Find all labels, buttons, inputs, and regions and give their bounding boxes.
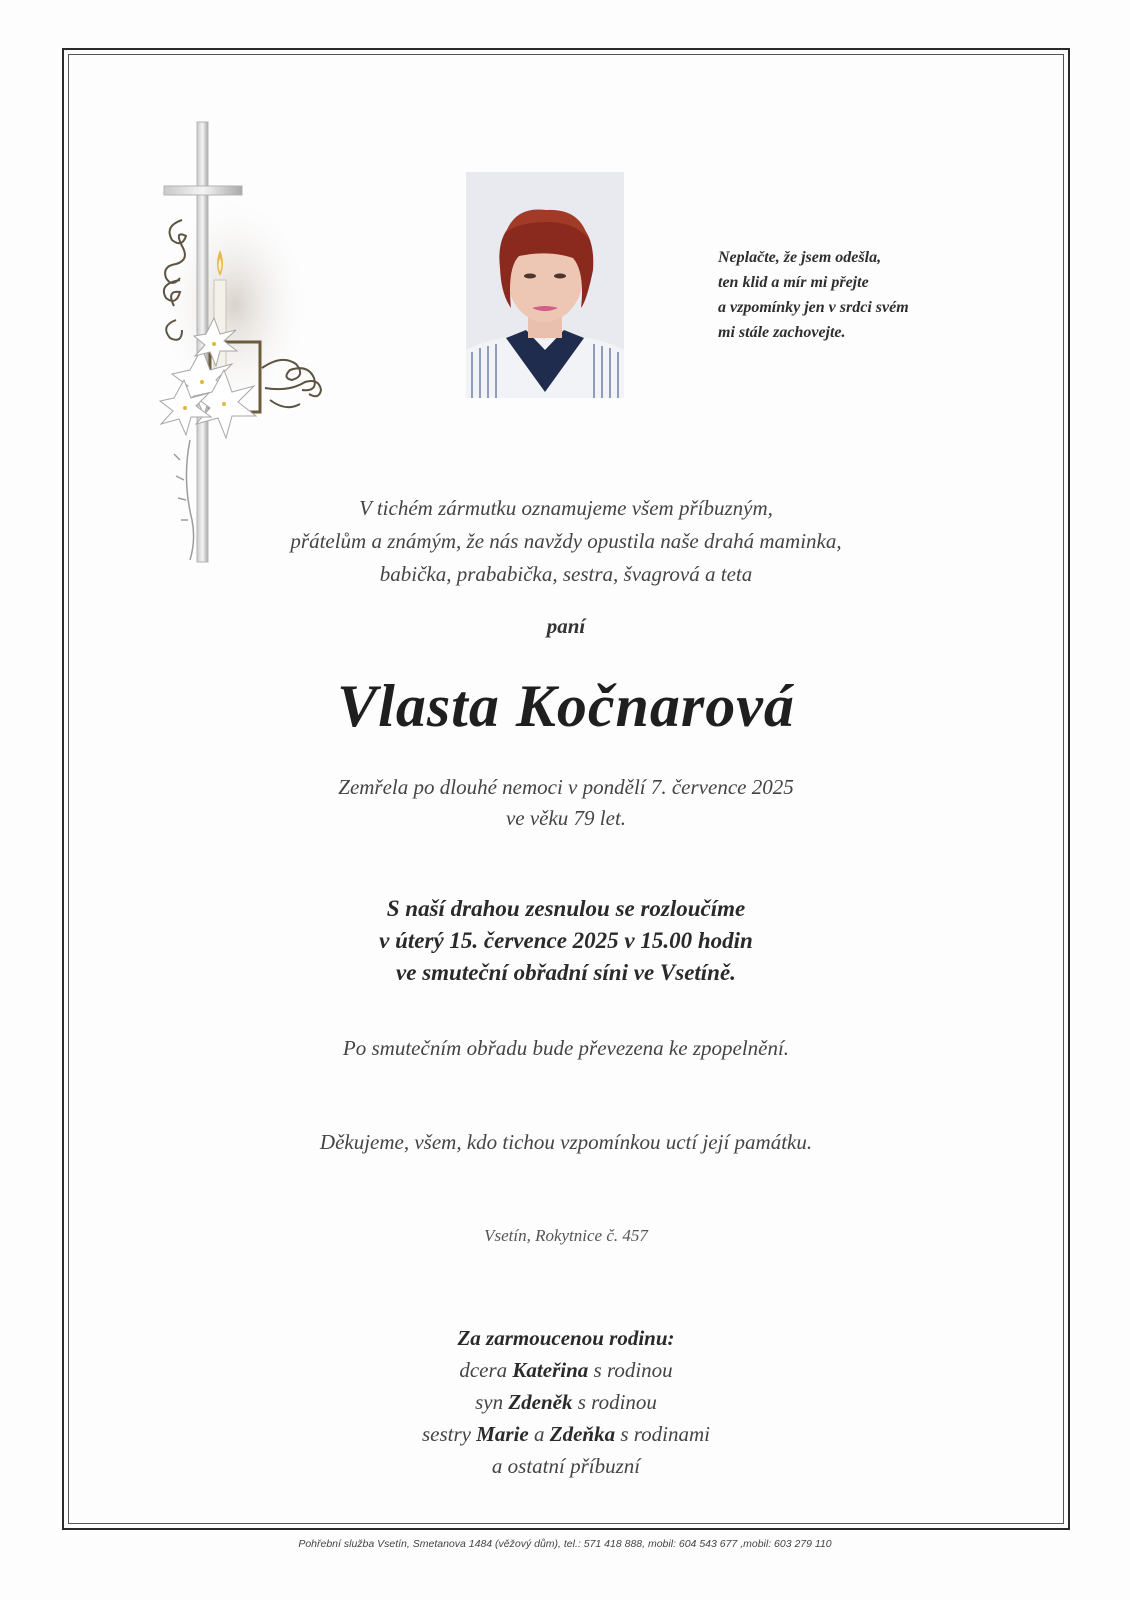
salutation: paní: [546, 614, 586, 638]
death-info-line: ve věku 79 let.: [505, 806, 627, 830]
poem-line: a vzpomínky jen v srdci svém: [718, 299, 909, 316]
relation-suffix: s rodinou: [577, 1390, 657, 1414]
farewell-line: ve smuteční obřadní síni ve Vsetíně.: [396, 960, 736, 985]
relative-name: Zdeněk: [508, 1390, 573, 1414]
farewell-ceremony: [70, 893, 1062, 989]
relation-label: dcera: [459, 1358, 508, 1382]
portrait-illustration: [466, 172, 624, 398]
farewell-line: S naší drahou zesnulou se rozloučíme: [386, 896, 746, 921]
death-info: [70, 772, 1062, 834]
intro-line: V tichém zármutku oznamujeme všem příbuzným,: [359, 496, 773, 520]
family-others: a ostatní příbuzní: [491, 1454, 641, 1478]
family-sisters: [70, 1418, 1062, 1450]
announcement-intro: [70, 492, 1062, 591]
conjunction: a: [534, 1422, 545, 1446]
address: Vsetín, Rokytnice č. 457: [484, 1226, 648, 1245]
family-heading: Za zarmoucenou rodinu:: [457, 1326, 675, 1350]
poem-line: mi stále zachovejte.: [718, 324, 846, 341]
relation-label: sestry: [422, 1422, 471, 1446]
relative-name: Marie: [476, 1422, 529, 1446]
memorial-poem: [718, 245, 978, 345]
death-info-line: Zemřela po dlouhé nemoci v pondělí 7. července 2025: [338, 775, 794, 799]
intro-line: babička, prababička, sestra, švagrová a teta: [379, 562, 753, 586]
relative-name: Kateřina: [512, 1358, 589, 1382]
relation-suffix: s rodinou: [593, 1358, 673, 1382]
thanks-note: Děkujeme, všem, kdo tichou vzpomínkou uctí její památku.: [319, 1130, 813, 1154]
farewell-line: v úterý 15. července 2025 v 15.00 hodin: [379, 928, 753, 953]
funeral-service-footer: Pohřební služba Vsetín, Smetanova 1484 (věžový dům), tel.: 571 418 888, mobil: 604 543 677 ,mobil: 603 279 110: [298, 1538, 832, 1550]
poem-line: Neplačte, že jsem odešla,: [718, 249, 882, 266]
deceased-name: Vlasta Kočnarová: [337, 673, 795, 739]
poem-line: ten klid a mír mi přejte: [718, 274, 869, 291]
relation-label: syn: [475, 1390, 504, 1414]
family-daughter: [70, 1354, 1062, 1386]
family-son: [70, 1386, 1062, 1418]
cremation-note: Po smutečním obřadu bude převezena ke zpopelnění.: [342, 1036, 790, 1060]
intro-line: přátelům a známým, že nás navždy opustila naše drahá maminka,: [290, 529, 842, 553]
relative-name: Zdeňka: [549, 1422, 616, 1446]
portrait-photo: [466, 172, 624, 398]
relation-suffix: s rodinami: [620, 1422, 710, 1446]
family-signature: [70, 1322, 1062, 1482]
